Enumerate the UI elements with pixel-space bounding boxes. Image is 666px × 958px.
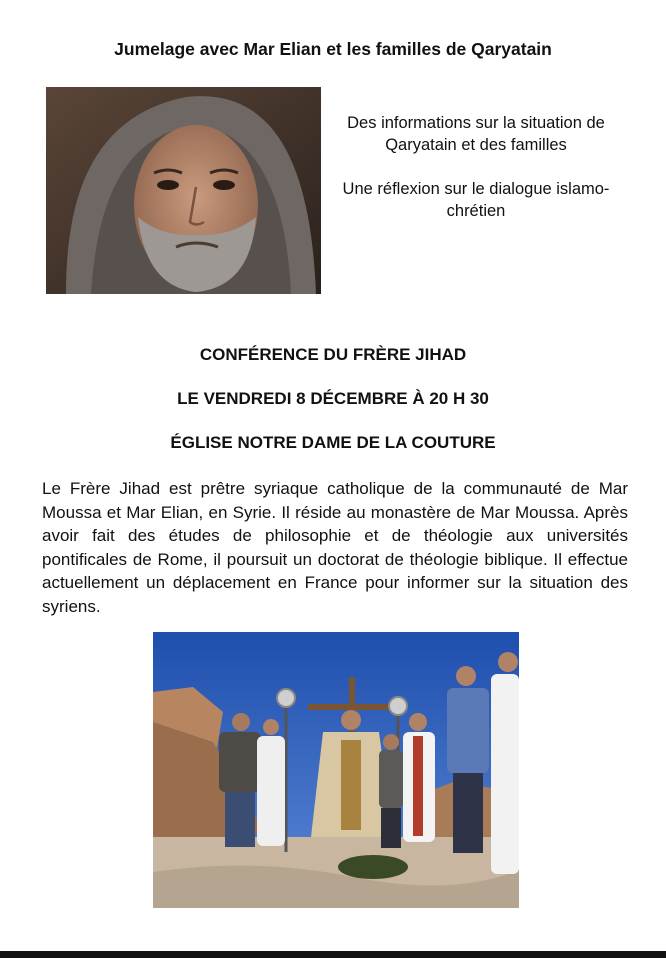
- side-text-dialogue: Une réflexion sur le dialogue islamo-chrétien: [342, 180, 610, 220]
- place-heading: ÉGLISE NOTRE DAME DE LA COUTURE: [170, 433, 496, 452]
- group-photo: [153, 632, 519, 908]
- bio-paragraph: Le Frère Jihad est prêtre syriaque catholique de la communauté de Mar Moussa et Mar Elian, en Syrie. Il réside au monastère de Mar Moussa. Après avoir fait des études de philosophie et de théologie aux universités pontificales de Rome, il poursuit un doctorat de théologie biblique. Il effectue actuellement un déplacement en France pour informer sur la situation des syriens.: [42, 479, 628, 616]
- side-text-info: Des informations sur la situation de Qaryatain et des familles: [347, 114, 605, 154]
- conference-heading: CONFÉRENCE DU FRÈRE JIHAD: [199, 345, 467, 364]
- portrait-image: [46, 87, 321, 294]
- date-heading: LE VENDREDI 8 DÉCEMBRE À 20 H 30: [177, 389, 489, 408]
- side-text-block: [330, 112, 622, 244]
- page-title: Jumelage avec Mar Elian et les familles de Qaryatain: [114, 39, 552, 59]
- bottom-border: [0, 951, 666, 958]
